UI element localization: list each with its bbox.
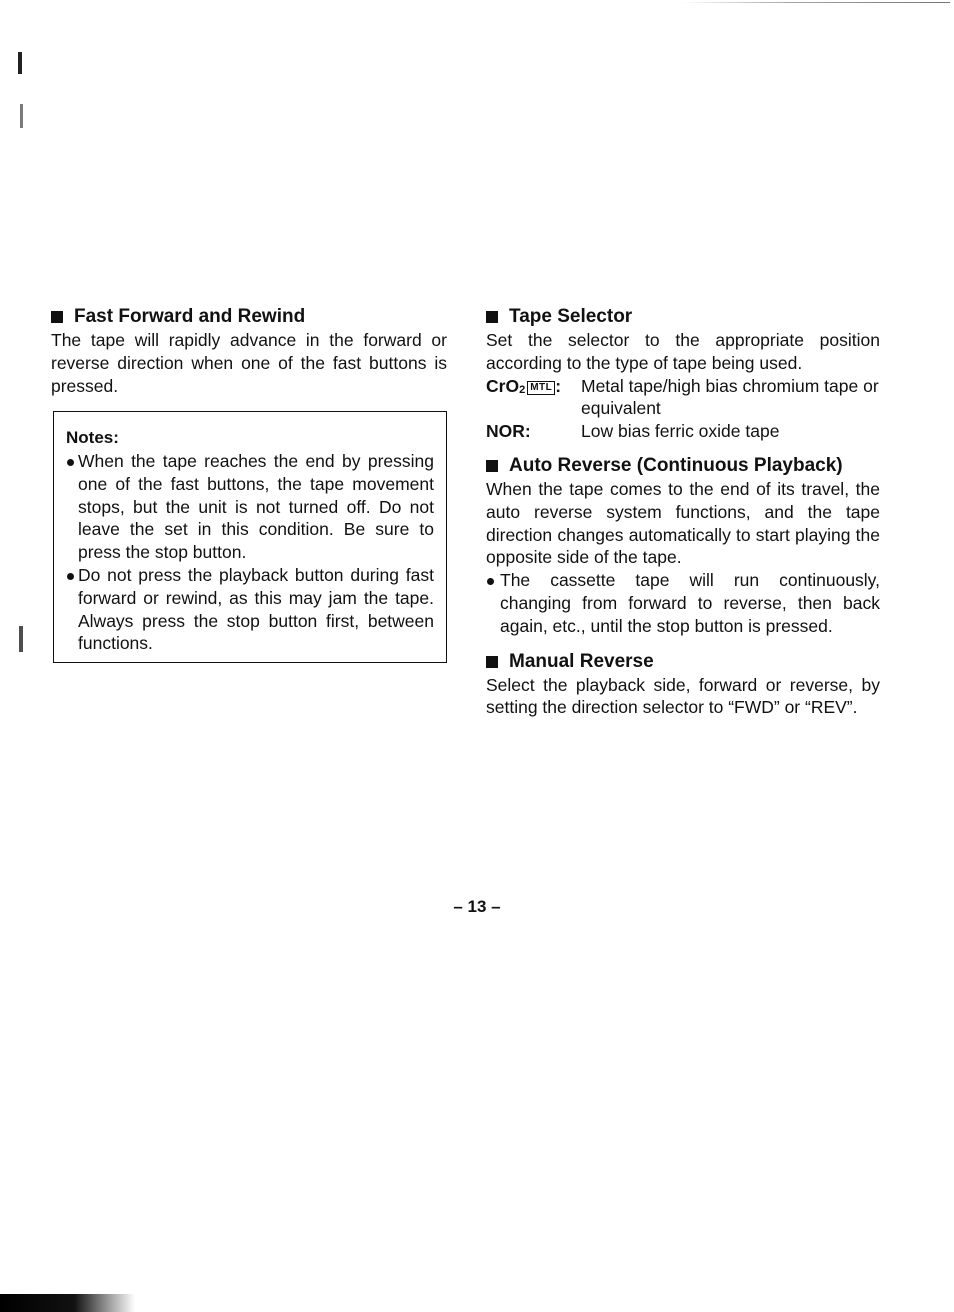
right-column [486, 305, 880, 719]
section-heading-text: Auto Reverse (Continuous Playback) [509, 454, 843, 476]
tape-type-row-nor [486, 420, 880, 443]
section-heading [486, 454, 880, 478]
square-bullet-icon [486, 656, 498, 668]
section-heading [486, 650, 880, 674]
section-heading-text: Tape Selector [509, 306, 633, 327]
page-number: – 13 – [453, 897, 501, 916]
note-item: When the tape reaches the end by pressing one of the fast buttons, the tape movement stops, but the unit is not turned off. Do not leave the set in this condition. Be sure to press the stop button. [66, 450, 434, 564]
auto-reverse-section [486, 454, 880, 638]
section-heading [51, 305, 447, 329]
section-body: The tape will rapidly advance in the forward or reverse direction when one of the fast buttons is pressed. [51, 330, 447, 396]
scan-artifact [20, 104, 23, 128]
square-bullet-icon [51, 311, 63, 323]
tape-type-description: Metal tape/high bias chromium tape or equivalent [581, 375, 879, 419]
tape-type-label: CrO2 MTL : [486, 375, 562, 396]
notes-box [53, 411, 447, 663]
scan-artifact [18, 52, 22, 74]
section-heading-text: Fast Forward and Rewind [74, 306, 306, 327]
fast-forward-section [51, 305, 447, 397]
section-body: When the tape comes to the end of its travel, the auto reverse system functions, and the tape direction changes automatically to start playing the opposite side of the tape. [486, 478, 880, 568]
bullet-note: The cassette tape will run continuously, changing from forward to reverse, then back again, etc., until the stop button is pressed. [486, 569, 880, 637]
section-body: Select the playback side, forward or reverse, by setting the direction selector to “FWD” or “REV”. [486, 674, 880, 718]
square-bullet-icon [486, 311, 498, 323]
mtl-badge: MTL [527, 381, 555, 395]
notes-title: Notes: [66, 428, 119, 447]
square-bullet-icon [486, 460, 498, 472]
section-heading [486, 305, 880, 329]
tape-type-label: NOR: [486, 421, 531, 442]
manual-reverse-section [486, 650, 880, 720]
tape-type-description: Low bias ferric oxide tape [581, 421, 780, 442]
notes-list [66, 450, 434, 655]
scan-artifact [19, 626, 23, 652]
scan-artifact [0, 1294, 135, 1312]
tape-type-row-cro2 [486, 375, 880, 421]
note-item: Do not press the playback button during fast forward or rewind, as this may jam the tape. Always press the stop button first, between functions. [66, 564, 434, 655]
scan-edge-line [680, 2, 950, 3]
tape-selector-section [486, 305, 880, 443]
section-heading-text: Manual Reverse [509, 650, 654, 672]
section-body: Set the selector to the appropriate position according to the type of tape being used. [486, 330, 880, 373]
